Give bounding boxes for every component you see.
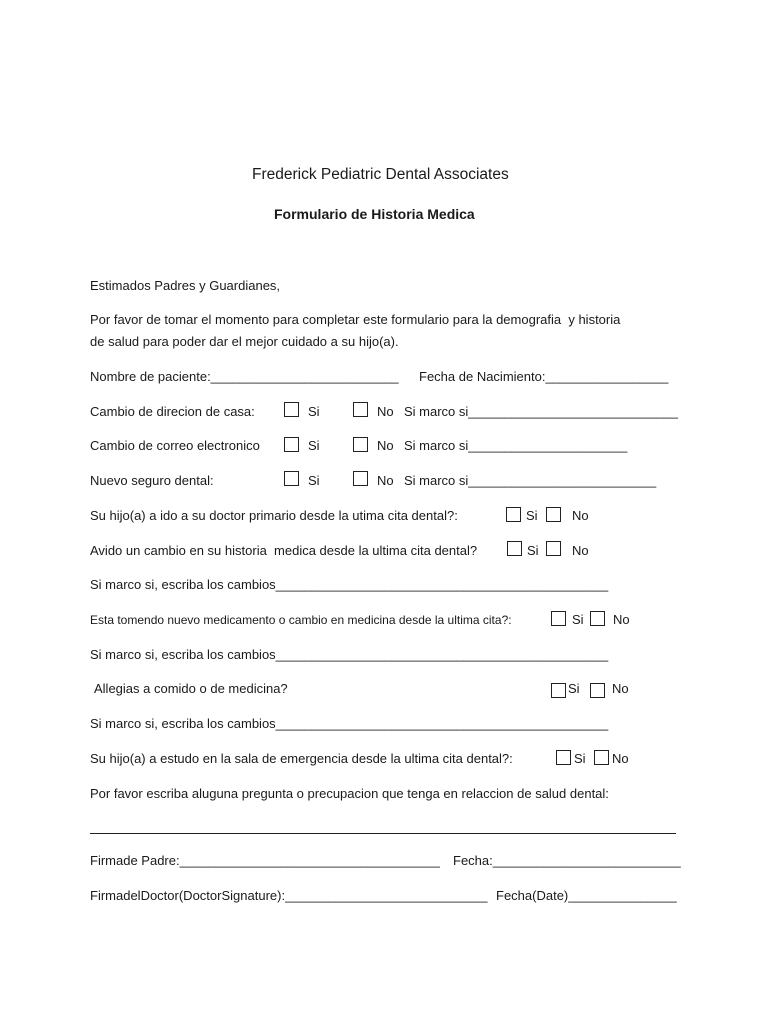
allergies-si-checkbox[interactable] (551, 683, 566, 698)
no-label: No (377, 438, 394, 453)
medication-question: Esta tomendo nuevo medicamento o cambio en medicina desde la ultima cita?: (90, 613, 512, 627)
patient-name-field[interactable]: Nombre de paciente:__________________________ (90, 369, 399, 384)
si-label: Si (568, 681, 580, 696)
insurance-si-checkbox[interactable] (284, 471, 299, 486)
si-label: Si (308, 438, 320, 453)
history-changes-field[interactable]: Si marco si, escriba los cambios______________________________________________ (90, 577, 609, 592)
allergies-no-checkbox[interactable] (590, 683, 605, 698)
practice-name: Frederick Pediatric Dental Associates (252, 166, 509, 183)
si-label: Si (308, 404, 320, 419)
si-label: Si (574, 751, 586, 766)
no-label: No (612, 751, 629, 766)
no-label: No (613, 612, 630, 627)
address-si-checkbox[interactable] (284, 402, 299, 417)
doctor-visit-question: Su hijo(a) a ido a su doctor primario desde la utima cita dental?: (90, 508, 458, 523)
insurance-no-checkbox[interactable] (353, 471, 368, 486)
greeting: Estimados Padres y Guardianes, (90, 278, 281, 293)
history-change-question: Avido un cambio en su historia medica desde la ultima cita dental? (90, 543, 478, 558)
doctor-no-checkbox[interactable] (546, 507, 561, 522)
birth-date-field[interactable]: Fecha de Nacimiento:_________________ (419, 369, 669, 384)
parent-signature-field[interactable]: Firmade Padre:____________________________________ (90, 853, 440, 868)
address-change-label: Cambio de direcion de casa: (90, 404, 255, 419)
email-si-marco-field[interactable]: Si marco si______________________ (404, 438, 628, 453)
intro-paragraph-line1: Por favor de tomar el momento para completar este formulario para la demografia y historia (90, 312, 621, 327)
questions-answer-line[interactable] (90, 833, 676, 834)
emergency-no-checkbox[interactable] (594, 750, 609, 765)
email-si-checkbox[interactable] (284, 437, 299, 452)
no-label: No (572, 543, 589, 558)
no-label: No (377, 404, 394, 419)
emergency-si-checkbox[interactable] (556, 750, 571, 765)
intro-paragraph-line2: de salud para poder dar el mejor cuidado a su hijo(a). (90, 334, 399, 349)
no-label: No (572, 508, 589, 523)
doctor-si-checkbox[interactable] (506, 507, 521, 522)
email-no-checkbox[interactable] (353, 437, 368, 452)
parent-date-field[interactable]: Fecha:__________________________ (453, 853, 681, 868)
no-label: No (612, 681, 629, 696)
emergency-question: Su hijo(a) a estudo en la sala de emergencia desde la ultima cita dental?: (90, 751, 513, 766)
address-si-marco-field[interactable]: Si marco si_____________________________ (404, 404, 678, 419)
email-change-label: Cambio de correo electronico (90, 438, 260, 453)
no-label: No (377, 473, 394, 488)
medication-si-checkbox[interactable] (551, 611, 566, 626)
allergies-changes-field[interactable]: Si marco si, escriba los cambios______________________________________________ (90, 716, 609, 731)
si-label: Si (308, 473, 320, 488)
doctor-date-field[interactable]: Fecha(Date)_______________ (496, 888, 677, 903)
si-label: Si (526, 508, 538, 523)
form-title: Formulario de Historia Medica (274, 206, 475, 222)
insurance-si-marco-field[interactable]: Si marco si__________________________ (404, 473, 657, 488)
history-no-checkbox[interactable] (546, 541, 561, 556)
doctor-signature-field[interactable]: FirmadelDoctor(DoctorSignature):____________________________ (90, 888, 488, 903)
allergies-question: Allegias a comido o de medicina? (94, 681, 288, 696)
si-label: Si (527, 543, 539, 558)
address-no-checkbox[interactable] (353, 402, 368, 417)
new-insurance-label: Nuevo seguro dental: (90, 473, 214, 488)
medication-no-checkbox[interactable] (590, 611, 605, 626)
si-label: Si (572, 612, 584, 627)
history-si-checkbox[interactable] (507, 541, 522, 556)
questions-prompt: Por favor escriba aluguna pregunta o precupacion que tenga en relaccion de salud dental: (90, 786, 609, 801)
medication-changes-field[interactable]: Si marco si, escriba los cambios______________________________________________ (90, 647, 609, 662)
